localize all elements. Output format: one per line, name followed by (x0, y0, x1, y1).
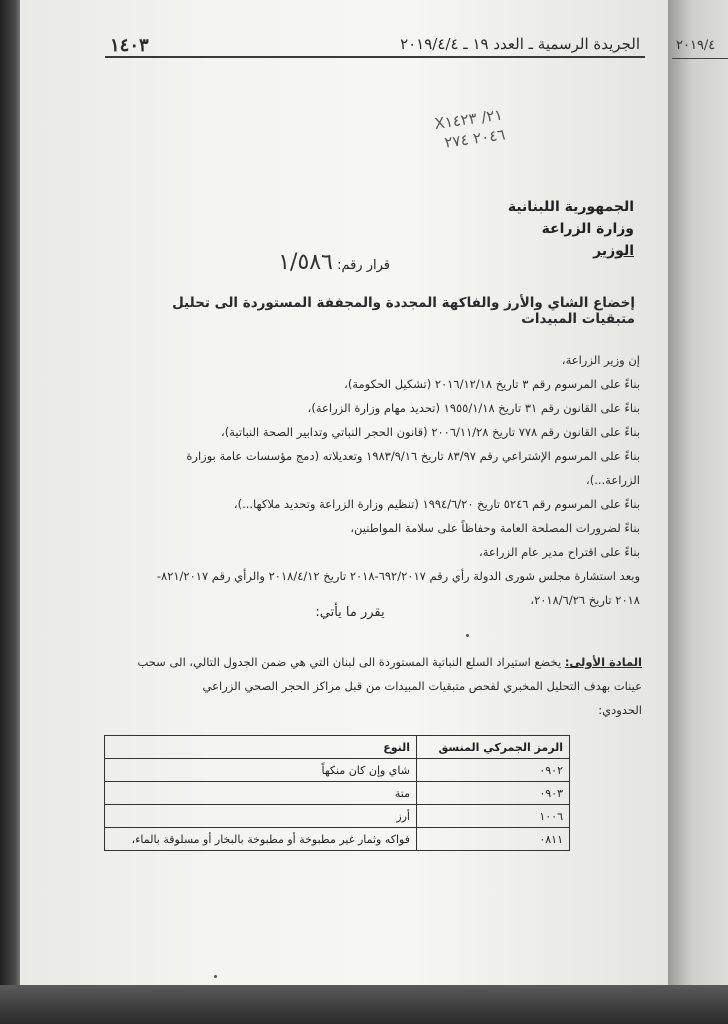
article-one (110, 650, 642, 722)
decision-label: قرار رقم: (337, 258, 390, 273)
preamble (110, 348, 640, 612)
preamble-line: بناءً على القانون رقم ٣١ تاريخ ١٩٥٥/١/١٨ (تحديد مهام وزارة الزراعة)، (307, 401, 640, 415)
ministry-name: وزارة الزراعة (541, 221, 634, 237)
article-heading: المادة الأولى: (564, 655, 642, 669)
scan-speck (466, 634, 469, 637)
preamble-line: ٢٠١٨ تاريخ ٢٠١٨/٦/٢٦، (530, 593, 640, 607)
customs-code-cell: ١٠٠٦ (417, 805, 570, 828)
article-line: عينات بهدف التحليل المخبري لفحص متبقيات المبيدات من قبل مراكز الحجر الصحي الزراعي (202, 679, 642, 693)
customs-codes-table (104, 735, 570, 851)
preamble-line: بناءً لضرورات المصلحة العامة وحفاظاً على سلامة المواطنين، (350, 521, 640, 535)
scan-bottom-shadow (0, 985, 728, 1024)
decision-title: إخضاع الشاي والأرز والفاكهة المجددة والمجففة المستوردة الى تحليل متبقيات المبيدات (172, 295, 635, 327)
facing-page-edge (668, 0, 728, 995)
customs-code-cell: ٠٩٠٣ (417, 782, 570, 805)
facing-header-rule (672, 58, 728, 59)
page-number: ١٤٠٣ (110, 35, 149, 56)
facing-page-date: ٢٠١٩/٤ (676, 38, 716, 53)
preamble-line: بناءً على المرسوم رقم ٥٢٤٦ تاريخ ١٩٩٤/٦/٢٠ (تنظيم وزارة الزراعة وتحديد ملاكها...)، (233, 497, 640, 511)
table-row (105, 782, 570, 805)
table-header-row (105, 736, 570, 759)
republic-name: الجمهورية اللبنانية (507, 199, 634, 215)
table-row (105, 759, 570, 782)
resolves-heading: يقرر ما يأتي: (315, 605, 385, 620)
customs-code-cell: ٠٨١١ (417, 828, 570, 851)
article-line (110, 650, 642, 674)
product-type-cell: متة (105, 782, 417, 805)
preamble-line: بناءً على اقتراح مدير عام الزراعة، (479, 545, 640, 559)
gazette-header: الجريدة الرسمية ـ العدد ١٩ ـ ٢٠١٩/٤/٤ (400, 35, 640, 53)
handwriting-line: ٢١/ X١٤٢٣ (433, 105, 504, 133)
decision-value: ١/٥٨٦ (278, 250, 333, 275)
scan-speck (214, 975, 217, 978)
handwriting-line: ٢٠٤٦ ٢٧٤ (443, 125, 507, 152)
preamble-line: بناءً على المرسوم الإشتراعي رقم ٨٣/٩٧ تاريخ ١٩٨٣/٩/١٦ وتعديلاته (دمج مؤسسات عامة بوزارة (186, 449, 640, 463)
article-text: يخضع استيراد السلع النباتية المستوردة الى لبنان التي هي ضمن الجدول التالي، الى سحب (137, 655, 562, 669)
preamble-line: الزراعة...)، (586, 473, 640, 487)
decision-number (240, 250, 390, 275)
preamble-line: بناءً على المرسوم رقم ٣ تاريخ ٢٠١٦/١٢/١٨ (تشكيل الحكومة)، (344, 377, 640, 391)
product-type-cell: شاي وإن كان منكهاً (105, 759, 417, 782)
table-row (105, 828, 570, 851)
table-row (105, 805, 570, 828)
article-line: الحدودي: (598, 703, 642, 717)
minister-title: الوزير (593, 243, 634, 259)
column-header-type: النوع (105, 736, 417, 759)
issuing-authority (508, 196, 634, 262)
customs-code-cell: ٠٩٠٢ (417, 759, 570, 782)
header-rule (105, 56, 645, 58)
column-header-code: الرمز الجمركي المنسق (417, 736, 570, 759)
preamble-line: وبعد استشارة مجلس شورى الدولة رأي رقم ٦٩٢/٢٠١٧-٢٠١٨ تاريخ ٢٠١٨/٤/١٢ والرأي رقم ٨٢١/٢٠١٧- (156, 569, 640, 583)
preamble-line: بناءً على القانون رقم ٧٧٨ تاريخ ٢٠٠٦/١١/٢٨ (قانون الحجر النباتي وتدابير الصحة النباتية)، (221, 425, 640, 439)
scan-binding-shadow (0, 0, 22, 1024)
preamble-line: إن وزير الزراعة، (561, 353, 640, 367)
product-type-cell: أرز (105, 805, 417, 828)
product-type-cell: فواكه وثمار غير مطبوخة أو مطبوخة بالبخار أو مسلوقة بالماء، (105, 828, 417, 851)
